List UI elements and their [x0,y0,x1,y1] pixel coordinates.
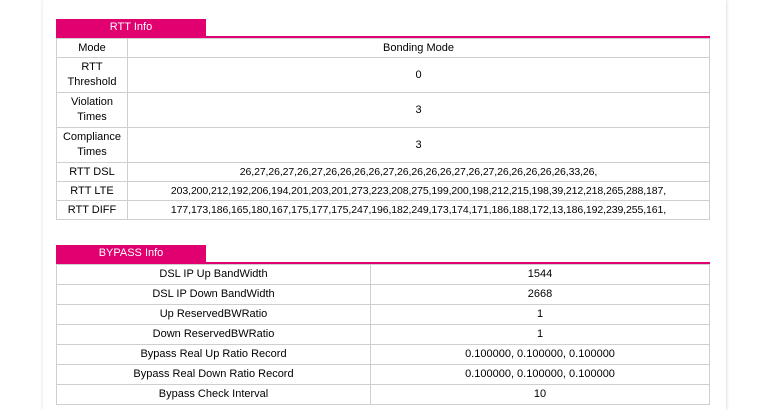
rtt-diff-values: 177,173,186,165,180,167,175,177,175,247,196,182,249,173,174,171,186,188,172,13,186,192,239,255,161, [128,201,710,220]
down-reserved-bw-ratio-label: Down ReservedBWRatio [57,325,371,345]
rtt-info-tab: RTT Info [56,19,206,36]
table-row [57,163,710,182]
rtt-info-header [56,19,710,38]
violation-times-label: Violation Times [57,93,128,128]
rtt-lte-label: RTT LTE [57,182,128,201]
up-reserved-bw-ratio-value: 1 [371,305,710,325]
table-row [57,345,710,365]
rtt-info-table [56,38,710,220]
table-row [57,385,710,405]
compliance-times-value: 3 [128,128,710,163]
rtt-threshold-value: 0 [128,58,710,93]
bypass-real-down-ratio-label: Bypass Real Down Ratio Record [57,365,371,385]
table-row [57,201,710,220]
bypass-check-interval-label: Bypass Check Interval [57,385,371,405]
violation-times-value: 3 [128,93,710,128]
rtt-mode-value: Bonding Mode [128,39,710,58]
rtt-diff-label: RTT DIFF [57,201,128,220]
table-row [57,365,710,385]
rtt-threshold-label: RTT Threshold [57,58,128,93]
table-row [57,39,710,58]
bypass-info-header [56,245,710,264]
dsl-ip-down-bandwidth-label: DSL IP Down BandWidth [57,285,371,305]
rtt-dsl-label: RTT DSL [57,163,128,182]
bypass-info-section [56,245,710,405]
bypass-info-tab: BYPASS Info [56,245,206,262]
table-row [57,285,710,305]
down-reserved-bw-ratio-value: 1 [371,325,710,345]
rtt-info-section [56,19,710,220]
compliance-times-label: Compliance Times [57,128,128,163]
rtt-mode-label: Mode [57,39,128,58]
table-row [57,182,710,201]
rtt-lte-values: 203,200,212,192,206,194,201,203,201,273,223,208,275,199,200,198,212,215,198,39,212,218,265,288,187, [128,182,710,201]
dsl-ip-up-bandwidth-label: DSL IP Up BandWidth [57,265,371,285]
bypass-real-down-ratio-value: 0.100000, 0.100000, 0.100000 [371,365,710,385]
table-row [57,58,710,93]
rtt-dsl-values: 26,27,26,27,26,27,26,26,26,26,27,26,26,26,26,27,26,27,26,26,26,26,26,33,26, [128,163,710,182]
bypass-info-table [56,264,710,405]
bypass-real-up-ratio-label: Bypass Real Up Ratio Record [57,345,371,365]
bypass-real-up-ratio-value: 0.100000, 0.100000, 0.100000 [371,345,710,365]
table-row [57,128,710,163]
table-row [57,325,710,345]
dsl-ip-up-bandwidth-value: 1544 [371,265,710,285]
table-row [57,305,710,325]
bypass-check-interval-value: 10 [371,385,710,405]
table-row [57,93,710,128]
dsl-ip-down-bandwidth-value: 2668 [371,285,710,305]
up-reserved-bw-ratio-label: Up ReservedBWRatio [57,305,371,325]
table-row [57,265,710,285]
